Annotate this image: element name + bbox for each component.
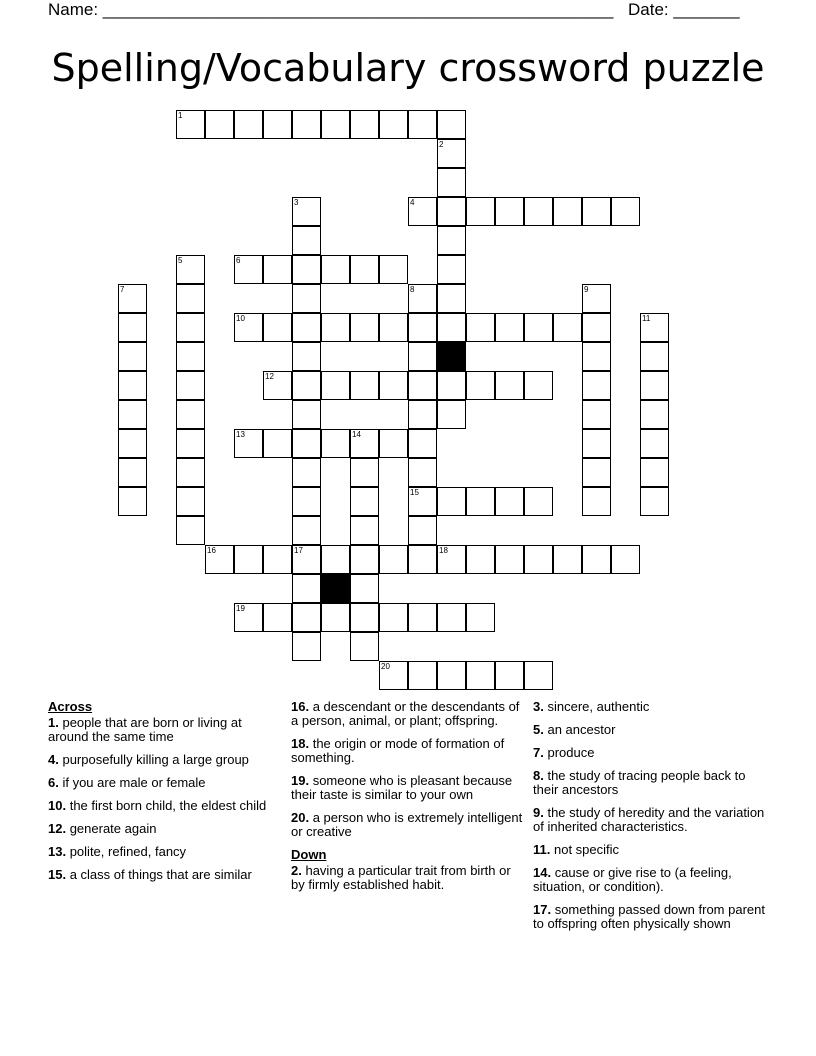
grid-cell[interactable] (408, 545, 437, 574)
across-clue (291, 737, 527, 765)
grid-cell[interactable] (292, 574, 321, 603)
clue-number-label: 6 (236, 256, 241, 265)
clue-number: 9. (533, 805, 544, 820)
grid-cell[interactable] (408, 342, 437, 371)
down-clue (533, 806, 769, 834)
clue-number: 13. (48, 844, 67, 859)
grid-cell[interactable] (582, 545, 611, 574)
grid-cell[interactable] (524, 313, 553, 342)
clue-number: 3. (533, 699, 544, 714)
grid-cell[interactable] (437, 545, 466, 574)
clue-number: 16. (291, 699, 310, 714)
grid-cell[interactable] (379, 313, 408, 342)
grid-cell[interactable] (437, 371, 466, 400)
grid-cell[interactable] (176, 458, 205, 487)
black-cell (321, 574, 350, 603)
grid-cell[interactable] (321, 371, 350, 400)
grid-cell[interactable] (176, 284, 205, 313)
clue-number-label: 19 (236, 604, 245, 613)
down-clue (291, 864, 527, 892)
grid-cell[interactable] (582, 197, 611, 226)
clue-number-label: 18 (439, 546, 448, 555)
grid-cell[interactable] (437, 168, 466, 197)
grid-cell[interactable] (524, 487, 553, 516)
grid-cell[interactable] (553, 313, 582, 342)
clue-text: an ancestor (547, 722, 616, 737)
grid-cell[interactable] (466, 661, 495, 690)
grid-cell[interactable] (263, 313, 292, 342)
clue-text: polite, refined, fancy (69, 844, 187, 859)
grid-cell[interactable] (292, 400, 321, 429)
grid-cell[interactable] (408, 197, 437, 226)
grid-cell[interactable] (321, 255, 350, 284)
down-heading: Down (291, 847, 327, 862)
grid-cell[interactable] (466, 197, 495, 226)
grid-cell[interactable] (437, 255, 466, 284)
across-clue (48, 822, 284, 836)
grid-cell[interactable] (350, 632, 379, 661)
down-clue (533, 769, 769, 797)
grid-cell[interactable] (408, 371, 437, 400)
across-clue (48, 776, 284, 790)
grid-cell[interactable] (495, 371, 524, 400)
grid-cell[interactable] (118, 371, 147, 400)
grid-cell[interactable] (437, 661, 466, 690)
grid-cell[interactable] (408, 487, 437, 516)
grid-cell[interactable] (437, 400, 466, 429)
clue-text: if you are male or female (62, 775, 206, 790)
grid-cell[interactable] (437, 487, 466, 516)
grid-cell[interactable] (611, 197, 640, 226)
grid-cell[interactable] (640, 342, 669, 371)
clue-number-label: 3 (294, 198, 299, 207)
grid-cell[interactable] (437, 226, 466, 255)
clue-number-label: 8 (410, 285, 415, 294)
grid-cell[interactable] (350, 255, 379, 284)
grid-cell[interactable] (524, 661, 553, 690)
grid-cell[interactable] (640, 487, 669, 516)
clue-text: a class of things that are similar (69, 867, 252, 882)
grid-cell[interactable] (379, 429, 408, 458)
grid-cell[interactable] (292, 516, 321, 545)
grid-cell[interactable] (408, 400, 437, 429)
grid-cell[interactable] (379, 603, 408, 632)
grid-cell[interactable] (408, 661, 437, 690)
clue-number: 20. (291, 810, 310, 825)
clue-text: people that are born or living at around the same time (48, 715, 242, 744)
across-clue (48, 845, 284, 859)
page-title: Spelling/Vocabulary crossword puzzle (51, 46, 765, 90)
grid-cell[interactable] (176, 313, 205, 342)
grid-cell[interactable] (292, 487, 321, 516)
grid-cell[interactable] (234, 313, 263, 342)
grid-cell[interactable] (321, 110, 350, 139)
grid-cell[interactable] (408, 429, 437, 458)
grid-cell[interactable] (118, 400, 147, 429)
grid-cell[interactable] (437, 313, 466, 342)
grid-cell[interactable] (582, 342, 611, 371)
clue-text: generate again (69, 821, 157, 836)
grid-cell[interactable] (379, 371, 408, 400)
grid-cell[interactable] (176, 429, 205, 458)
across-clue (291, 774, 527, 802)
clue-number: 19. (291, 773, 310, 788)
grid-cell[interactable] (350, 487, 379, 516)
grid-cell[interactable] (524, 545, 553, 574)
grid-cell[interactable] (466, 371, 495, 400)
grid-cell[interactable] (263, 110, 292, 139)
across-clue (291, 700, 527, 728)
clue-number-label: 20 (381, 662, 390, 671)
grid-cell[interactable] (408, 516, 437, 545)
grid-cell[interactable] (176, 110, 205, 139)
grid-cell[interactable] (292, 313, 321, 342)
grid-cell[interactable] (234, 255, 263, 284)
grid-cell[interactable] (350, 545, 379, 574)
grid-cell[interactable] (292, 603, 321, 632)
grid-cell[interactable] (176, 516, 205, 545)
grid-cell[interactable] (379, 110, 408, 139)
grid-cell[interactable] (176, 255, 205, 284)
grid-cell[interactable] (437, 603, 466, 632)
grid-cell[interactable] (292, 545, 321, 574)
grid-cell[interactable] (176, 342, 205, 371)
clue-number: 7. (533, 745, 544, 760)
grid-cell[interactable] (495, 661, 524, 690)
clue-number: 14. (533, 865, 552, 880)
grid-cell[interactable] (553, 545, 582, 574)
grid-cell[interactable] (437, 139, 466, 168)
date-field-label: Date: _______ (628, 0, 740, 19)
grid-cell[interactable] (466, 545, 495, 574)
grid-cell[interactable] (176, 371, 205, 400)
clue-number: 10. (48, 798, 67, 813)
grid-cell[interactable] (582, 284, 611, 313)
grid-cell[interactable] (582, 400, 611, 429)
grid-cell[interactable] (553, 197, 582, 226)
grid-cell[interactable] (437, 284, 466, 313)
grid-cell[interactable] (205, 545, 234, 574)
grid-cell[interactable] (582, 313, 611, 342)
clue-text: sincere, authentic (547, 699, 650, 714)
grid-cell[interactable] (321, 545, 350, 574)
grid-cell[interactable] (408, 458, 437, 487)
grid-cell[interactable] (611, 545, 640, 574)
grid-cell[interactable] (292, 284, 321, 313)
grid-cell[interactable] (292, 429, 321, 458)
grid-cell[interactable] (292, 458, 321, 487)
down-clue (533, 746, 769, 760)
grid-cell[interactable] (495, 487, 524, 516)
name-field-label: Name: ______________________________________________________ (48, 0, 614, 19)
clue-number-label: 9 (584, 285, 589, 294)
grid-cell[interactable] (292, 197, 321, 226)
clue-column-2 (291, 700, 527, 901)
clue-text: the origin or mode of formation of something. (291, 736, 505, 765)
clue-text: something passed down from parent to offspring often physically shown (533, 902, 765, 931)
clue-number-label: 11 (642, 314, 651, 323)
grid-cell[interactable] (234, 603, 263, 632)
grid-cell[interactable] (379, 545, 408, 574)
grid-cell[interactable] (640, 429, 669, 458)
grid-cell[interactable] (408, 284, 437, 313)
grid-cell[interactable] (350, 110, 379, 139)
grid-cell[interactable] (292, 226, 321, 255)
clue-number-label: 15 (410, 488, 419, 497)
clue-text: a person who is extremely intelligent or creative (291, 810, 523, 839)
clue-number-label: 5 (178, 256, 183, 265)
grid-cell[interactable] (350, 313, 379, 342)
clue-text: the study of heredity and the variation of inherited characteristics. (533, 805, 765, 834)
grid-cell[interactable] (321, 313, 350, 342)
grid-cell[interactable] (350, 574, 379, 603)
grid-cell[interactable] (582, 429, 611, 458)
grid-cell[interactable] (263, 429, 292, 458)
grid-cell[interactable] (524, 371, 553, 400)
clue-number-label: 7 (120, 285, 125, 294)
down-clue (533, 903, 769, 931)
grid-cell[interactable] (292, 371, 321, 400)
grid-cell[interactable] (263, 603, 292, 632)
grid-cell[interactable] (495, 197, 524, 226)
grid-cell[interactable] (234, 429, 263, 458)
grid-cell[interactable] (176, 400, 205, 429)
grid-cell[interactable] (466, 487, 495, 516)
grid-cell[interactable] (582, 487, 611, 516)
grid-cell[interactable] (234, 545, 263, 574)
down-clue (533, 723, 769, 737)
grid-cell[interactable] (118, 313, 147, 342)
clue-column-3 (533, 700, 769, 940)
clue-number-label: 16 (207, 546, 216, 555)
clue-number: 2. (291, 863, 302, 878)
down-clue (533, 843, 769, 857)
grid-cell[interactable] (321, 429, 350, 458)
clue-number: 6. (48, 775, 59, 790)
grid-cell[interactable] (321, 603, 350, 632)
grid-cell[interactable] (582, 458, 611, 487)
clue-text: the study of tracing people back to their ancestors (533, 768, 746, 797)
grid-cell[interactable] (495, 313, 524, 342)
clue-number: 5. (533, 722, 544, 737)
grid-cell[interactable] (437, 197, 466, 226)
clue-text: the first born child, the eldest child (69, 798, 267, 813)
clue-number: 8. (533, 768, 544, 783)
grid-cell[interactable] (466, 313, 495, 342)
grid-cell[interactable] (205, 110, 234, 139)
clue-number: 4. (48, 752, 59, 767)
clue-text: produce (547, 745, 595, 760)
clue-text: having a particular trait from birth or by firmly established habit. (291, 863, 511, 892)
grid-cell[interactable] (640, 400, 669, 429)
grid-cell[interactable] (466, 603, 495, 632)
clue-number-label: 1 (178, 111, 183, 120)
grid-cell[interactable] (408, 313, 437, 342)
grid-cell[interactable] (292, 110, 321, 139)
grid-cell[interactable] (640, 371, 669, 400)
across-clue (48, 799, 284, 813)
clue-number-label: 4 (410, 198, 415, 207)
clue-text: cause or give rise to (a feeling, situation, or condition). (533, 865, 732, 894)
grid-cell[interactable] (408, 110, 437, 139)
grid-cell[interactable] (379, 255, 408, 284)
grid-cell[interactable] (292, 632, 321, 661)
grid-cell[interactable] (495, 545, 524, 574)
grid-cell[interactable] (350, 371, 379, 400)
clue-number-label: 14 (352, 430, 361, 439)
clue-number: 1. (48, 715, 59, 730)
clue-text: not specific (553, 842, 620, 857)
grid-cell[interactable] (234, 110, 263, 139)
down-clue (533, 700, 769, 714)
grid-cell[interactable] (118, 487, 147, 516)
across-clue (291, 811, 527, 839)
clue-number-label: 10 (236, 314, 245, 323)
grid-cell[interactable] (118, 342, 147, 371)
across-heading: Across (48, 699, 93, 714)
grid-cell[interactable] (118, 429, 147, 458)
across-clue (48, 753, 284, 767)
clue-number: 17. (533, 902, 552, 917)
grid-cell[interactable] (292, 255, 321, 284)
grid-cell[interactable] (640, 458, 669, 487)
across-clue (48, 716, 284, 744)
clue-number-label: 12 (265, 372, 274, 381)
grid-cell[interactable] (582, 371, 611, 400)
clue-column-1 (48, 700, 284, 891)
grid-cell[interactable] (350, 429, 379, 458)
clue-text: a descendant or the descendants of a person, animal, or plant; offspring. (291, 699, 520, 728)
clue-text: purposefully killing a large group (62, 752, 249, 767)
grid-cell[interactable] (640, 313, 669, 342)
grid-cell[interactable] (437, 342, 466, 371)
grid-cell[interactable] (524, 197, 553, 226)
grid-cell[interactable] (350, 458, 379, 487)
across-clue (48, 868, 284, 882)
grid-cell[interactable] (263, 255, 292, 284)
clue-number-label: 13 (236, 430, 245, 439)
clue-number: 11. (533, 842, 551, 857)
grid-cell[interactable] (118, 284, 147, 313)
grid-cell[interactable] (263, 545, 292, 574)
grid-cell[interactable] (350, 516, 379, 545)
grid-cell[interactable] (263, 371, 292, 400)
grid-cell[interactable] (118, 458, 147, 487)
down-clue (533, 866, 769, 894)
clue-number: 18. (291, 736, 310, 751)
grid-cell[interactable] (292, 342, 321, 371)
clue-number: 12. (48, 821, 67, 836)
grid-cell[interactable] (437, 110, 466, 139)
grid-cell[interactable] (379, 661, 408, 690)
grid-cell[interactable] (176, 487, 205, 516)
clue-number-label: 17 (294, 546, 303, 555)
clue-number: 15. (48, 867, 67, 882)
grid-cell[interactable] (408, 603, 437, 632)
clue-text: someone who is pleasant because their taste is similar to your own (291, 773, 513, 802)
grid-cell[interactable] (350, 603, 379, 632)
clue-number-label: 2 (439, 140, 444, 149)
